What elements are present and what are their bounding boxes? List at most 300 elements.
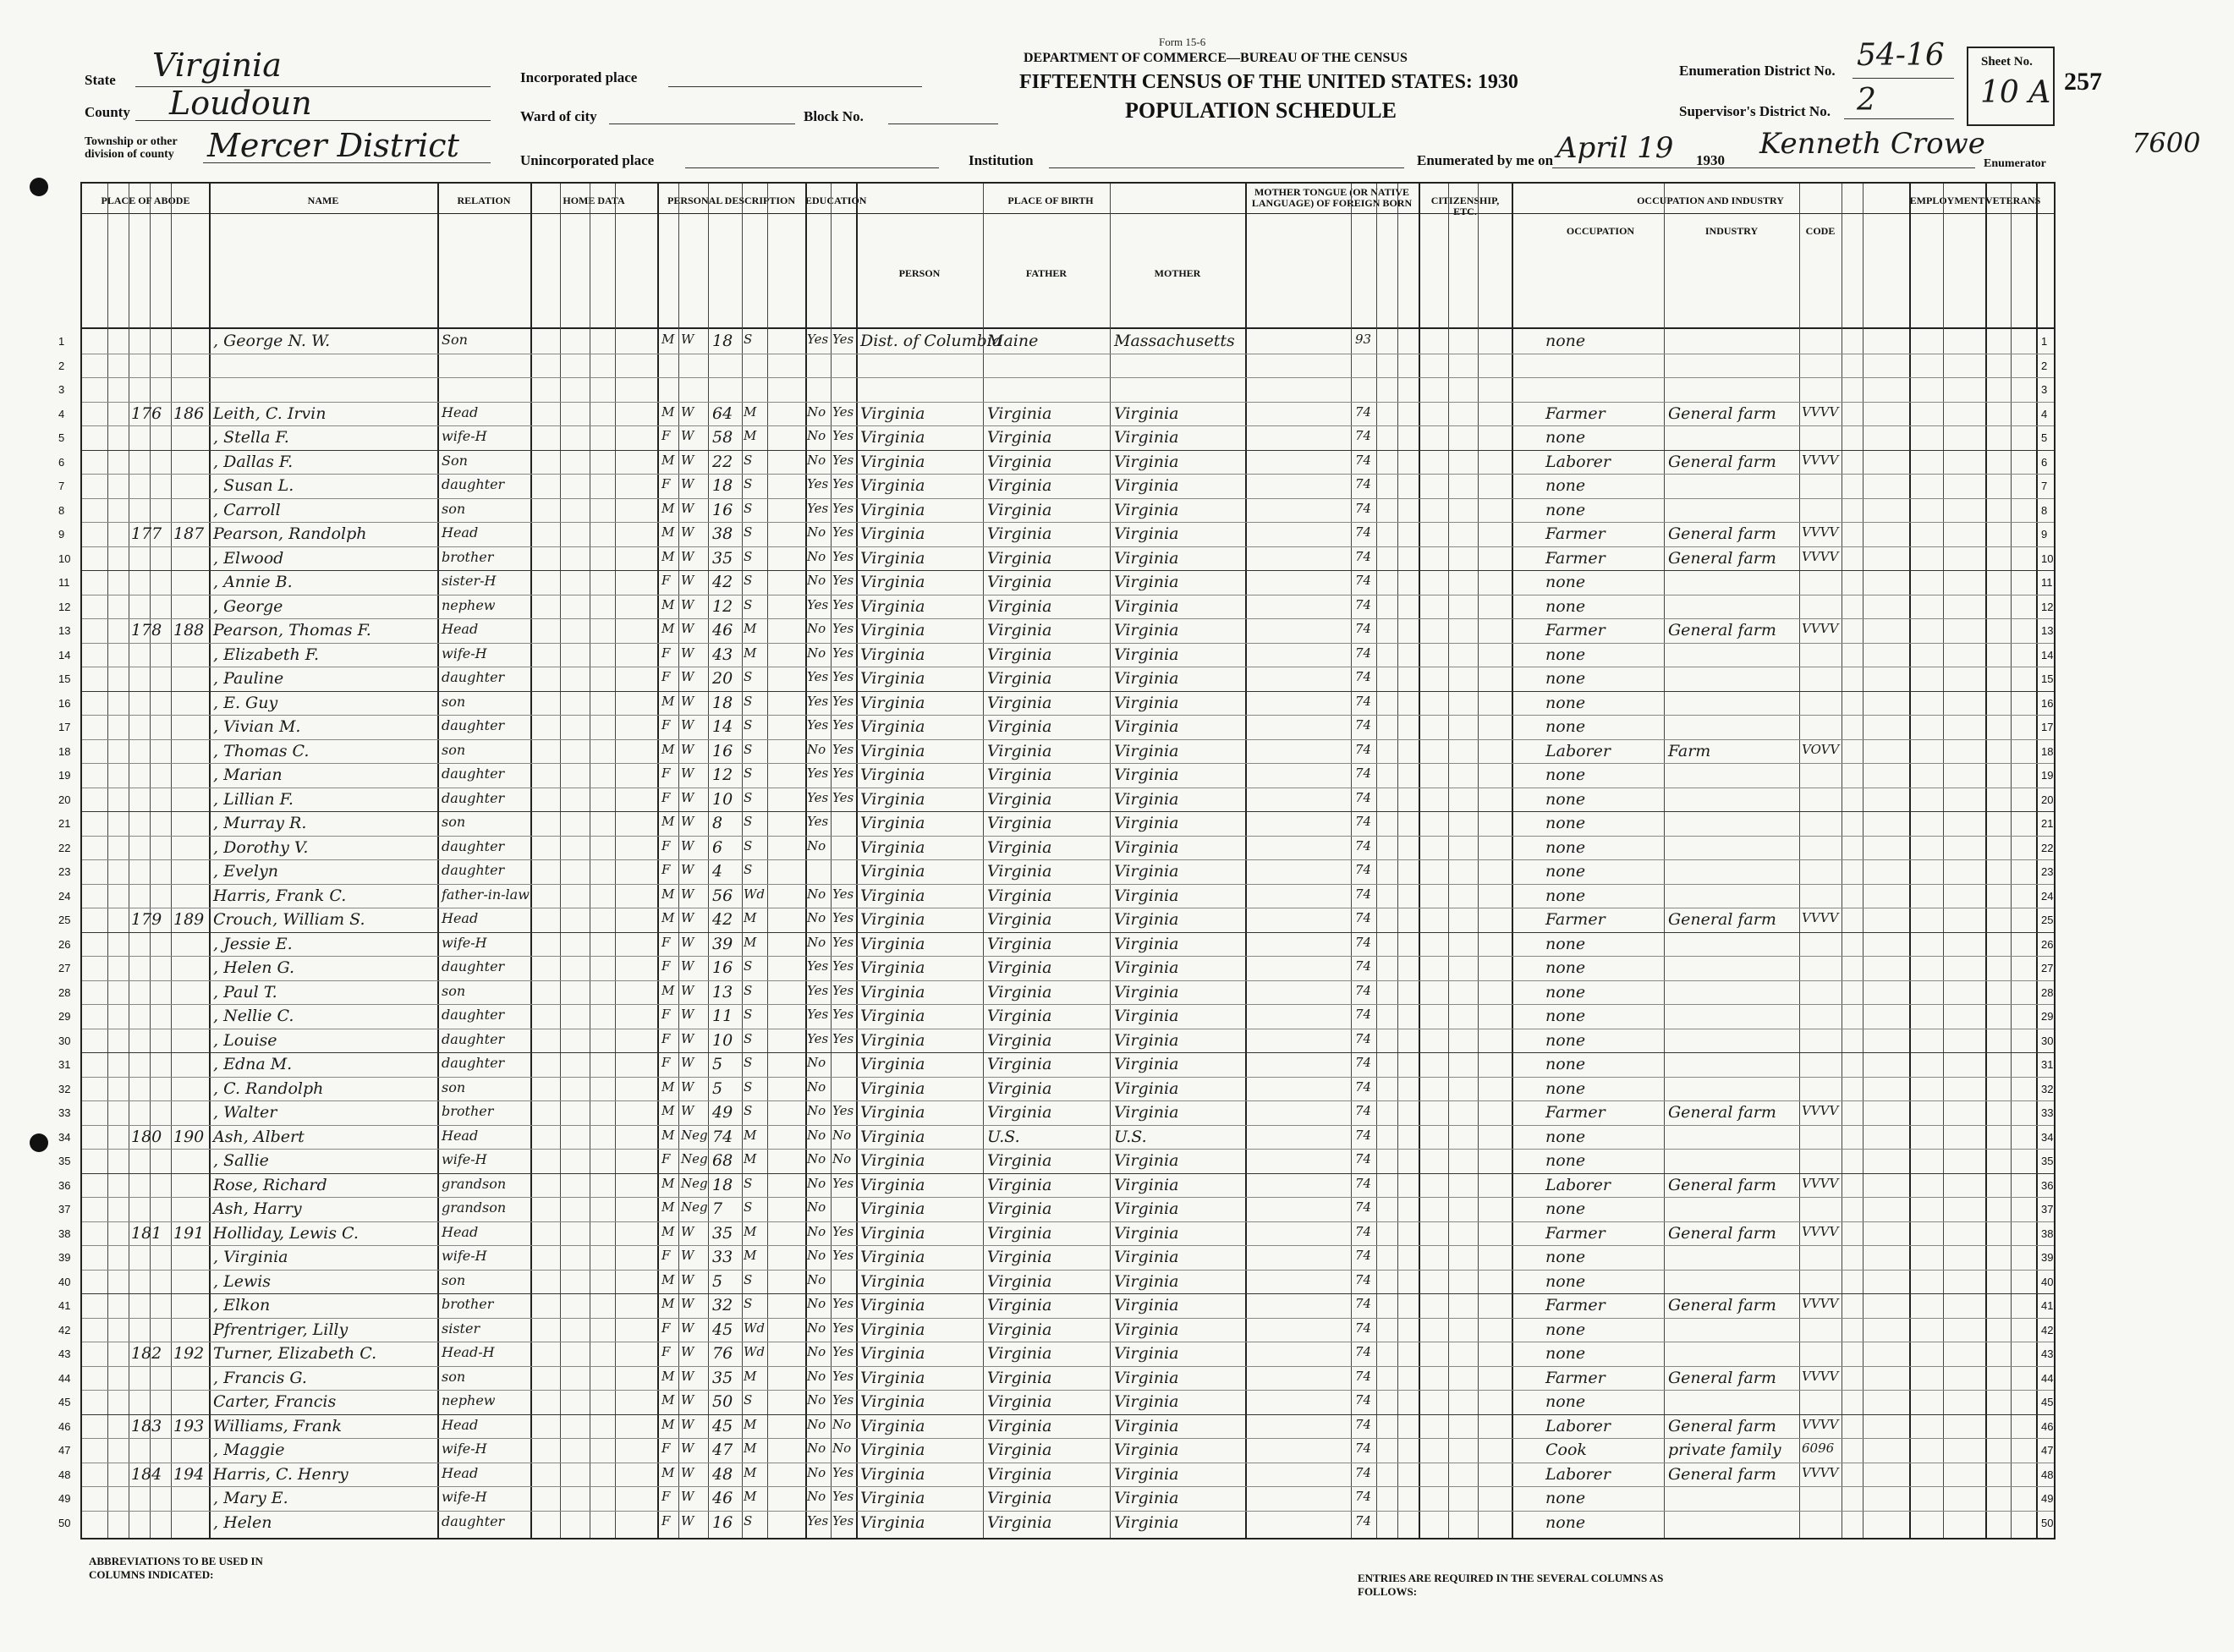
cell-occupation: none	[1545, 332, 1586, 350]
cell-relation: wife-H	[442, 1489, 487, 1505]
cell-race: W	[681, 862, 694, 877]
cell-birthplace-person: Virginia	[860, 1151, 925, 1170]
cell-read-write: Yes	[832, 910, 854, 925]
cell-birthplace-mother: Virginia	[1114, 428, 1179, 447]
cell-race: W	[681, 1416, 694, 1432]
cell-marital-status: S	[744, 837, 753, 853]
cell-birthplace-person: Virginia	[860, 982, 925, 1002]
cell-school: No	[807, 1223, 826, 1239]
line-number-right: 50	[2041, 1516, 2054, 1529]
line-number: 48	[58, 1468, 71, 1481]
cell-age: 64	[712, 403, 733, 423]
cell-sex: M	[661, 1175, 675, 1191]
cell-dwelling-number: 180	[131, 1127, 162, 1146]
footer	[80, 1548, 2056, 1616]
cell-school: No	[807, 1271, 826, 1287]
cell-birthplace-mother: Virginia	[1114, 1248, 1179, 1266]
cell-birthplace-mother: Virginia	[1114, 1078, 1179, 1098]
cell-read-write: Yes	[832, 982, 854, 998]
cell-sex: M	[661, 910, 675, 925]
col-line	[983, 184, 984, 1538]
cell-dwelling-number: 181	[131, 1223, 162, 1243]
cell-occupation: none	[1545, 1199, 1586, 1218]
cell-lang-code: 74	[1355, 1344, 1372, 1359]
cell-birthplace-mother: Virginia	[1114, 1296, 1179, 1314]
cell-sex: M	[661, 693, 675, 709]
line-number: 6	[58, 455, 65, 469]
cell-dwelling-number: 184	[131, 1464, 162, 1484]
township-label: Township or other division of county	[85, 135, 178, 161]
cell-birthplace-person: Virginia	[860, 717, 925, 736]
cell-school: No	[807, 1248, 826, 1263]
cell-occupation: none	[1545, 1127, 1586, 1146]
cell-lang-code: 74	[1355, 1248, 1372, 1263]
group-occupation: OCCUPATION AND INDUSTRY	[1637, 195, 1784, 206]
cell-age: 16	[712, 741, 733, 760]
row-line	[82, 691, 2054, 692]
cell-read-write: Yes	[832, 886, 854, 902]
row-line	[82, 377, 2054, 378]
cell-birthplace-father: Virginia	[987, 910, 1052, 929]
cell-relation: Head	[442, 1223, 479, 1240]
line-number-right: 35	[2041, 1155, 2054, 1167]
cell-birthplace-father: Virginia	[987, 1175, 1052, 1194]
cell-school: No	[807, 910, 826, 925]
col-line	[1351, 184, 1352, 1538]
cell-lang-code: 74	[1355, 1320, 1372, 1336]
cell-lang-code: 74	[1355, 621, 1372, 636]
cell-read-write: No	[832, 1416, 852, 1432]
cell-birthplace-person: Virginia	[860, 1223, 925, 1243]
cell-race: Neg	[681, 1199, 708, 1215]
cell-race: W	[681, 693, 694, 709]
cell-lang-code: 74	[1355, 1199, 1372, 1215]
line-number-right: 23	[2041, 865, 2054, 878]
cell-person-name: Holliday, Lewis C.	[213, 1223, 359, 1243]
cell-lang-code: 74	[1355, 645, 1372, 661]
cell-person-name: , Mary E.	[213, 1489, 288, 1507]
col-line	[615, 184, 616, 1538]
cell-industry: General farm	[1668, 1416, 1776, 1435]
cell-school: No	[807, 934, 826, 950]
cell-sex: M	[661, 814, 675, 829]
cell-birthplace-mother: Virginia	[1114, 910, 1179, 929]
cell-occ-code: VVVV	[1802, 621, 1839, 636]
cell-race: W	[681, 1464, 694, 1480]
cell-age: 47	[712, 1441, 733, 1459]
year: 1930	[1696, 152, 1725, 168]
cell-relation: son	[442, 1078, 466, 1095]
col-line	[1799, 184, 1800, 1538]
cell-age: 49	[712, 1103, 733, 1122]
cell-read-write: Yes	[832, 1392, 854, 1408]
line-number-right: 20	[2041, 793, 2054, 806]
cell-person-name: , George	[213, 596, 283, 616]
cell-birthplace-mother: Virginia	[1114, 452, 1179, 471]
cell-sex: M	[661, 524, 675, 540]
cell-birthplace-father: Virginia	[987, 621, 1052, 639]
cell-relation: brother	[442, 1103, 494, 1119]
enumerator-underline	[1552, 167, 1975, 168]
cell-birthplace-father: Virginia	[987, 1271, 1052, 1291]
line-number: 24	[58, 889, 71, 903]
cell-school: No	[807, 1078, 826, 1095]
cell-person-name: , Stella F.	[213, 428, 289, 447]
cell-marital-status: S	[744, 573, 753, 588]
line-number: 1	[58, 335, 65, 348]
cell-birthplace-person: Virginia	[860, 934, 925, 953]
cell-sex: M	[661, 1223, 675, 1239]
cell-age: 5	[712, 1078, 723, 1098]
col-line	[1512, 184, 1513, 1538]
cell-occupation: Cook	[1545, 1441, 1587, 1459]
row-line	[82, 956, 2054, 957]
cell-read-write: Yes	[832, 741, 854, 757]
cell-marital-status: Wd	[744, 1320, 766, 1336]
cell-birthplace-father: Virginia	[987, 1368, 1052, 1387]
row-line	[82, 1438, 2054, 1439]
cell-industry: General farm	[1668, 1175, 1776, 1194]
cell-lang-code: 74	[1355, 1368, 1372, 1384]
cell-lang-code: 74	[1355, 573, 1372, 588]
cell-birthplace-father: Virginia	[987, 1055, 1052, 1073]
cell-birthplace-mother: Virginia	[1114, 645, 1179, 664]
cell-lang-code: 74	[1355, 596, 1372, 612]
cell-read-write: Yes	[832, 934, 854, 950]
sheet-value: 10 A	[1980, 75, 2051, 110]
cell-occupation: none	[1545, 958, 1586, 977]
cell-race: W	[681, 500, 694, 516]
line-number-right: 47	[2041, 1444, 2054, 1457]
col-line	[2011, 184, 2012, 1538]
cell-school: No	[807, 1489, 826, 1504]
cell-person-name: , Sallie	[213, 1151, 269, 1170]
cell-lang-code: 74	[1355, 766, 1372, 781]
cell-birthplace-mother: Virginia	[1114, 814, 1179, 832]
cell-birthplace-mother: Virginia	[1114, 934, 1179, 953]
line-number-right: 21	[2041, 817, 2054, 830]
cell-birthplace-mother: Virginia	[1114, 1199, 1179, 1218]
line-number-right: 17	[2041, 721, 2054, 733]
cell-sex: F	[661, 1512, 671, 1529]
line-number-right: 24	[2041, 889, 2054, 903]
cell-birthplace-person: Virginia	[860, 1416, 925, 1435]
cell-marital-status: S	[744, 524, 753, 540]
group-home-data: HOME DATA	[563, 195, 625, 206]
cell-birthplace-person: Virginia	[860, 645, 925, 664]
line-number: 18	[58, 744, 71, 758]
cell-person-name: Ash, Albert	[213, 1127, 305, 1146]
cell-birthplace-mother: Virginia	[1114, 1030, 1179, 1050]
row-line	[82, 1270, 2054, 1271]
line-number: 12	[58, 600, 71, 613]
cell-birthplace-person: Virginia	[860, 500, 925, 519]
cell-occupation: Farmer	[1545, 548, 1606, 568]
cell-industry: Farm	[1668, 741, 1711, 760]
cell-school: No	[807, 1055, 826, 1070]
cell-age: 42	[712, 573, 733, 591]
cell-relation: daughter	[442, 789, 505, 806]
cell-industry: General farm	[1668, 1223, 1776, 1243]
cell-occ-code: VVVV	[1802, 1223, 1839, 1239]
cell-occupation: none	[1545, 766, 1586, 784]
line-number: 38	[58, 1227, 71, 1240]
cell-birthplace-mother: Virginia	[1114, 596, 1179, 616]
cell-birthplace-person: Virginia	[860, 1489, 925, 1507]
sheet-number-box	[1967, 47, 2055, 126]
cell-birthplace-father: Virginia	[987, 1464, 1052, 1484]
cell-birthplace-father: Virginia	[987, 1489, 1052, 1507]
schedule-title: POPULATION SCHEDULE	[1125, 98, 1397, 123]
cell-race: W	[681, 452, 694, 468]
cell-age: 45	[712, 1320, 733, 1339]
cell-school: No	[807, 621, 826, 636]
line-number-right: 25	[2041, 914, 2054, 926]
cell-relation: wife-H	[442, 645, 487, 661]
county-value: Loudoun	[169, 85, 312, 122]
cell-birthplace-mother: Virginia	[1114, 693, 1179, 712]
cell-school: Yes	[807, 500, 829, 516]
incorporated-label: Incorporated place	[520, 69, 638, 85]
cell-person-name: , Evelyn	[213, 862, 278, 881]
cell-age: 5	[712, 1271, 723, 1291]
cell-birthplace-father: Virginia	[987, 1344, 1052, 1363]
cell-marital-status: M	[744, 1368, 757, 1384]
cell-relation: Head	[442, 1464, 479, 1481]
cell-occ-code: VVVV	[1802, 548, 1839, 564]
cell-school: No	[807, 573, 826, 588]
cell-person-name: Harris, C. Henry	[213, 1464, 349, 1484]
cell-occupation: none	[1545, 1344, 1586, 1363]
cell-birthplace-father: Virginia	[987, 1199, 1052, 1218]
cell-occupation: none	[1545, 428, 1586, 447]
cell-birthplace-father: Virginia	[987, 596, 1052, 616]
cell-birthplace-mother: Virginia	[1114, 669, 1179, 688]
cell-marital-status: M	[744, 1127, 757, 1143]
cell-person-name: Pearson, Randolph	[213, 524, 367, 543]
cell-occupation: none	[1545, 1512, 1586, 1532]
line-number: 40	[58, 1275, 71, 1288]
cell-sex: M	[661, 1464, 675, 1480]
cell-sex: F	[661, 428, 671, 443]
cell-marital-status: M	[744, 428, 757, 443]
cell-birthplace-father: Virginia	[987, 814, 1052, 832]
cell-marital-status: S	[744, 814, 753, 829]
cell-family-number: 192	[173, 1344, 205, 1363]
cell-birthplace-person: Virginia	[860, 837, 925, 857]
cell-relation: wife-H	[442, 934, 487, 951]
cell-person-name: , C. Randolph	[213, 1078, 324, 1098]
row-line	[82, 1245, 2054, 1246]
cell-birthplace-person: Virginia	[860, 452, 925, 471]
cell-race: W	[681, 428, 694, 443]
cell-person-name: , Vivian M.	[213, 717, 301, 736]
cell-relation: nephew	[442, 1392, 496, 1408]
row-line	[82, 1390, 2054, 1391]
cell-lang-code: 74	[1355, 693, 1372, 709]
row-line	[82, 425, 2054, 426]
cell-person-name: Carter, Francis	[213, 1392, 337, 1411]
census-grid	[58, 182, 2056, 1539]
cell-occ-code: VVVV	[1802, 910, 1839, 925]
cell-birthplace-father: Virginia	[987, 548, 1052, 568]
cell-relation: wife-H	[442, 1248, 487, 1264]
cell-birthplace-person: Virginia	[860, 1320, 925, 1339]
cell-person-name: , Virginia	[213, 1248, 288, 1266]
cell-birthplace-person: Virginia	[860, 1512, 925, 1532]
cell-birthplace-person: Virginia	[860, 1055, 925, 1073]
cell-birthplace-mother: Virginia	[1114, 741, 1179, 760]
cell-race: W	[681, 1007, 694, 1022]
line-number-right: 43	[2041, 1347, 2054, 1360]
cell-birthplace-mother: Virginia	[1114, 958, 1179, 977]
line-number-right: 33	[2041, 1106, 2054, 1119]
cell-sex: M	[661, 1127, 675, 1143]
group-veterans: VETERANS	[1985, 195, 2041, 206]
cell-race: W	[681, 1441, 694, 1456]
line-number-right: 27	[2041, 962, 2054, 974]
cell-relation: son	[442, 1368, 466, 1385]
cell-relation: son	[442, 741, 466, 758]
cell-person-name: , Helen	[213, 1512, 272, 1532]
cell-marital-status: M	[744, 910, 757, 925]
cell-industry: General farm	[1668, 548, 1776, 568]
cell-relation: daughter	[442, 669, 505, 685]
col-line	[437, 184, 439, 1538]
line-number-right: 10	[2041, 552, 2054, 565]
cell-lang-code: 74	[1355, 837, 1372, 853]
cell-race: W	[681, 766, 694, 781]
col-line	[107, 184, 108, 1538]
line-number: 11	[58, 576, 70, 589]
cell-relation: daughter	[442, 1512, 505, 1529]
cell-occupation: none	[1545, 476, 1586, 495]
cell-birthplace-mother: Virginia	[1114, 403, 1179, 423]
cell-read-write: Yes	[832, 1296, 854, 1311]
cell-person-name: , Helen G.	[213, 958, 295, 977]
cell-relation: daughter	[442, 837, 505, 854]
incorporated-underline	[668, 86, 922, 87]
cell-relation: Head	[442, 621, 479, 637]
cell-birthplace-father: Virginia	[987, 452, 1052, 471]
state-value: Virginia	[152, 47, 282, 84]
cell-marital-status: S	[744, 958, 753, 974]
cell-occupation: Laborer	[1545, 1464, 1611, 1484]
cell-relation: daughter	[442, 766, 505, 782]
cell-marital-status: S	[744, 476, 753, 491]
cell-school: No	[807, 886, 826, 902]
cell-race: Neg	[681, 1127, 708, 1143]
cell-lang-code: 74	[1355, 1127, 1372, 1143]
cell-relation: Head	[442, 524, 479, 541]
line-number-right: 13	[2041, 624, 2054, 637]
cell-age: 4	[712, 862, 723, 881]
cell-person-name: , Paul T.	[213, 982, 277, 1002]
line-number: 30	[58, 1034, 71, 1047]
cell-birthplace-person: Virginia	[860, 1344, 925, 1363]
line-number: 20	[58, 793, 71, 806]
department-line: DEPARTMENT OF COMMERCE—BUREAU OF THE CENSUS	[1024, 51, 1408, 65]
line-number: 5	[58, 431, 65, 444]
cell-lang-code: 74	[1355, 1489, 1372, 1504]
cell-birthplace-mother: Virginia	[1114, 1344, 1179, 1363]
cell-lang-code: 74	[1355, 1464, 1372, 1480]
cell-lang-code: 74	[1355, 669, 1372, 684]
cell-marital-status: Wd	[744, 1344, 766, 1359]
line-number: 23	[58, 865, 71, 878]
cell-read-write: Yes	[832, 1344, 854, 1359]
cell-sex: F	[661, 934, 671, 950]
cell-marital-status: M	[744, 1151, 757, 1166]
line-number-right: 3	[2041, 383, 2048, 396]
cell-race: W	[681, 1103, 694, 1118]
cell-sex: F	[661, 1344, 671, 1359]
cell-family-number: 190	[173, 1127, 205, 1146]
cell-school: Yes	[807, 766, 829, 781]
row-line	[82, 1004, 2054, 1005]
cell-race: Neg	[681, 1175, 708, 1191]
cell-birthplace-mother: Virginia	[1114, 1223, 1179, 1243]
line-number-right: 8	[2041, 503, 2048, 517]
cell-birthplace-father: Virginia	[987, 1030, 1052, 1050]
cell-marital-status: S	[744, 766, 753, 781]
institution-label: Institution	[969, 152, 1034, 168]
cell-read-write: Yes	[832, 548, 854, 564]
row-line	[82, 763, 2054, 764]
cell-race: W	[681, 403, 694, 420]
cell-age: 33	[712, 1248, 733, 1266]
cell-marital-status: S	[744, 596, 753, 612]
cell-birthplace-father: Virginia	[987, 476, 1052, 495]
cell-read-write: Yes	[832, 1368, 854, 1384]
line-number-right: 18	[2041, 744, 2054, 758]
cell-sex: F	[661, 645, 671, 661]
cell-birthplace-father: Virginia	[987, 1296, 1052, 1314]
header-line-2	[82, 327, 2054, 329]
cell-birthplace-person: Virginia	[860, 1030, 925, 1050]
ed-value: 54-16	[1857, 38, 1945, 73]
cell-occupation: none	[1545, 982, 1586, 1002]
cell-age: 46	[712, 621, 733, 639]
cell-lang-code: 74	[1355, 1007, 1372, 1022]
cell-lang-code: 74	[1355, 886, 1372, 902]
line-number: 9	[58, 528, 65, 541]
line-number-right: 9	[2041, 528, 2048, 541]
cell-marital-status: M	[744, 403, 757, 420]
line-number: 14	[58, 648, 71, 661]
cell-sex: F	[661, 1007, 671, 1022]
cell-read-write: Yes	[832, 1464, 854, 1480]
line-number: 46	[58, 1419, 71, 1433]
cell-birthplace-father: Virginia	[987, 982, 1052, 1002]
cell-birthplace-father: Virginia	[987, 1416, 1052, 1435]
cell-lang-code: 74	[1355, 741, 1372, 757]
line-number: 41	[58, 1299, 71, 1312]
cell-birthplace-mother: Virginia	[1114, 1320, 1179, 1339]
cell-age: 10	[712, 789, 733, 809]
line-number-right: 5	[2041, 431, 2048, 444]
row-line	[82, 859, 2054, 860]
cell-person-name: , Elkon	[213, 1296, 271, 1314]
cell-birthplace-person: Virginia	[860, 1368, 925, 1387]
cell-marital-status: M	[744, 1464, 757, 1480]
punch-hole-top	[30, 178, 48, 196]
cell-race: W	[681, 837, 694, 853]
cell-birthplace-person: Virginia	[860, 1464, 925, 1484]
sub-person: PERSON	[898, 267, 941, 279]
cell-age: 76	[712, 1344, 733, 1363]
cell-school: Yes	[807, 693, 829, 709]
